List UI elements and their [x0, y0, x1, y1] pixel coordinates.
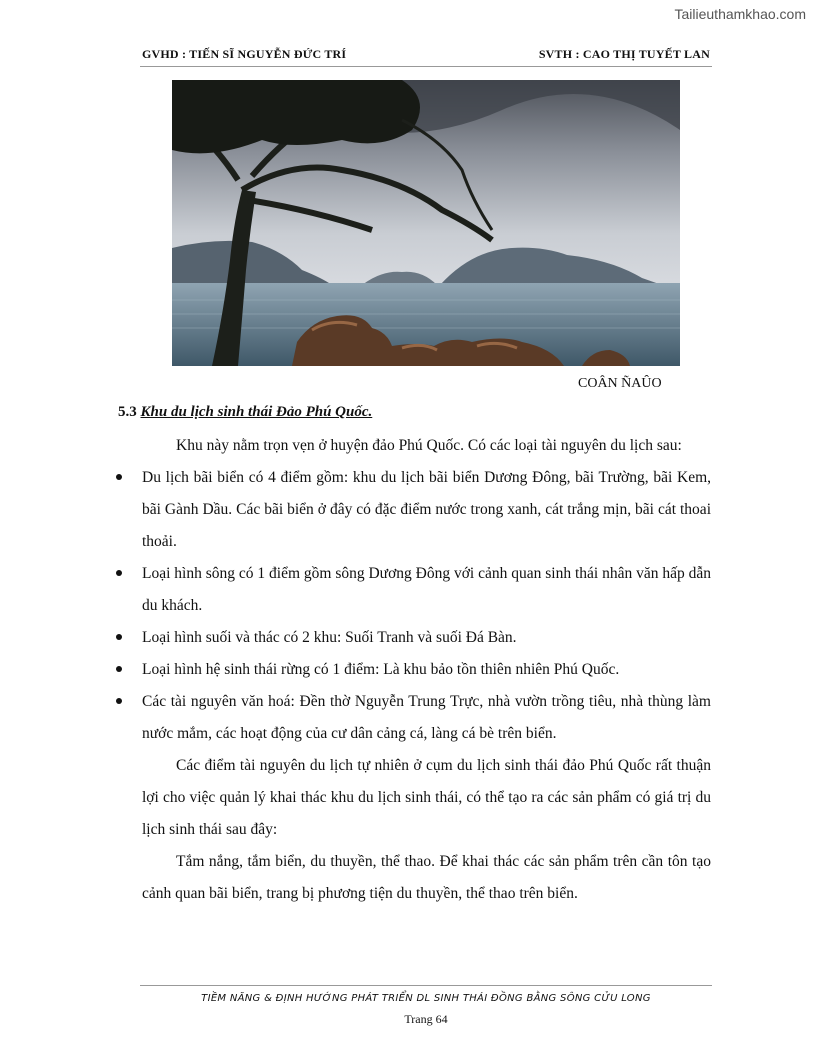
resource-list	[142, 462, 711, 750]
list-item: Loại hình suối và thác có 2 khu: Suối Tranh và suối Đá Bàn.	[142, 622, 711, 654]
section-number: 5.3	[118, 404, 137, 420]
paragraph-three: Tắm nắng, tắm biển, du thuyền, thể thao. Để khai thác các sản phẩm trên cần tôn tạo cảnh quan bãi biển, trang bị phương tiện du thuyền, thể thao trên biển.	[142, 853, 711, 902]
bullet-icon	[116, 570, 122, 576]
bullet-icon	[116, 698, 122, 704]
bullet-icon	[116, 666, 122, 672]
intro-paragraph: Khu này nằm trọn vẹn ở huyện đảo Phú Quốc. Có các loại tài nguyên du lịch sau:	[176, 437, 682, 454]
island-photo	[172, 80, 680, 366]
section-title: Khu du lịch sinh thái Đảo Phú Quốc.	[140, 404, 373, 420]
footer-divider	[140, 985, 712, 986]
header-student: SVTH : CAO THỊ TUYẾT LAN	[538, 46, 710, 61]
header-advisor: GVHD : TIẾN SĨ NGUYỄN ĐỨC TRÍ	[142, 46, 347, 61]
watermark: Tailieuthamkhao.com	[674, 6, 806, 22]
bullet-icon	[116, 474, 122, 480]
paragraph-two: Các điểm tài nguyên du lịch tự nhiên ở cụm du lịch sinh thái đảo Phú Quốc rất thuận lợi cho việc quản lý khai thác khu du lịch sinh thái, có thể tạo ra các sản phẩm có giá trị du lịch sinh thái sau đây:	[142, 757, 711, 838]
figure-caption: COÂN ÑAÛO	[578, 376, 662, 391]
bullet-icon	[116, 634, 122, 640]
page-number: Trang 64	[404, 1012, 448, 1026]
list-item: Du lịch bãi biển có 4 điểm gồm: khu du lịch bãi biển Dương Đông, bãi Trường, bãi Kem, bãi Gành Dầu. Các bãi biển ở đây có đặc điểm nước trong xanh, cát trắng mịn, bãi cát thoai thoải.	[142, 462, 711, 558]
body-text	[142, 430, 711, 910]
list-item: Loại hình hệ sinh thái rừng có 1 điểm: Là khu bảo tồn thiên nhiên Phú Quốc.	[142, 654, 711, 686]
footer-title: TIỀM NĂNG & ĐỊNH HƯỚNG PHÁT TRIỂN DL SINH THÁI ĐỒNG BẰNG SÔNG CỬU LONG	[201, 993, 651, 1004]
list-item: Các tài nguyên văn hoá: Đền thờ Nguyễn Trung Trực, nhà vườn trồng tiêu, nhà thùng làm nước mắm, các hoạt động của cư dân cảng cá, làng cá bè trên biển.	[142, 686, 711, 750]
header-divider	[140, 66, 712, 67]
section-heading	[118, 404, 372, 421]
page-header	[142, 44, 710, 64]
list-item: Loại hình sông có 1 điểm gồm sông Dương Đông với cảnh quan sinh thái nhân văn hấp dẫn du khách.	[142, 558, 711, 622]
